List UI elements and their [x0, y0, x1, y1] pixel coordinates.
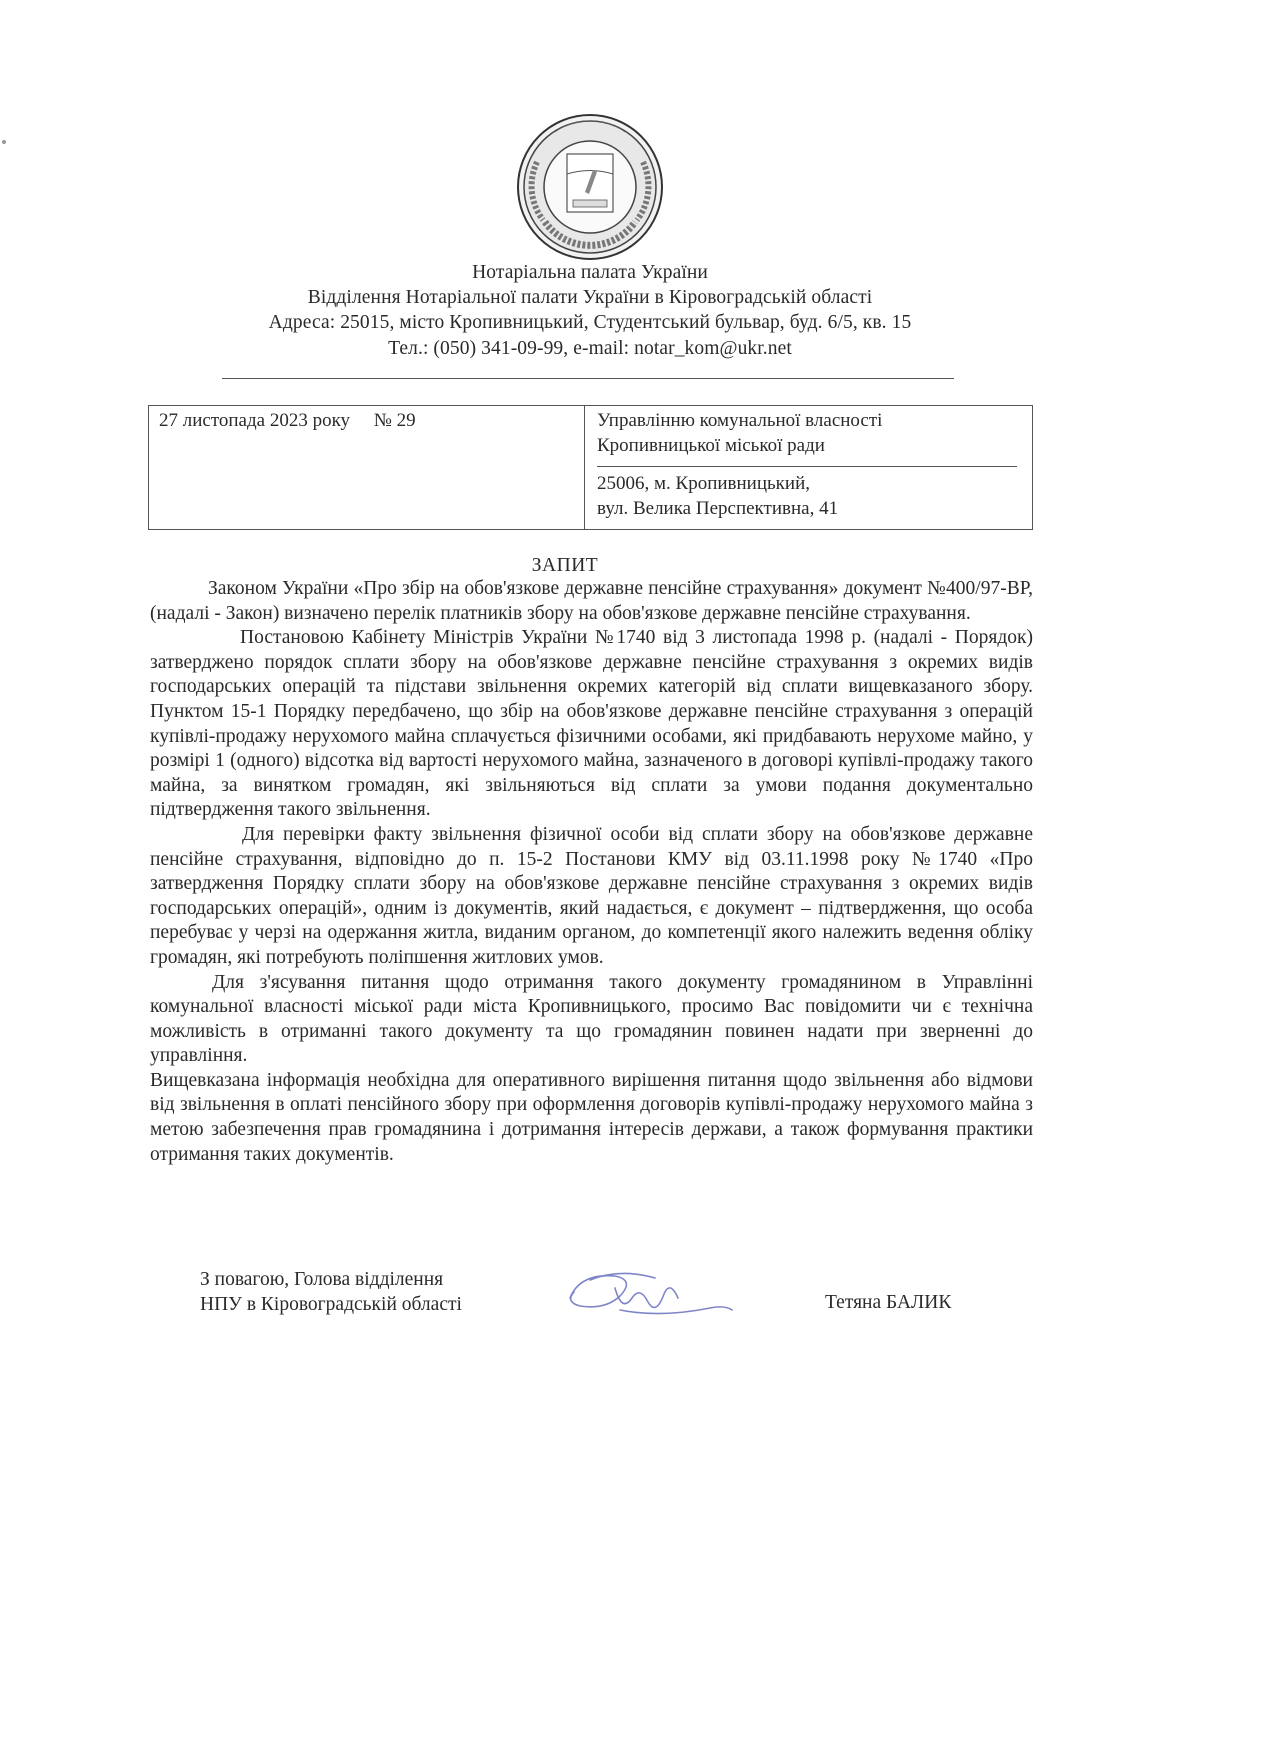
recipient-cell [585, 406, 1033, 530]
document-body [150, 577, 1033, 1167]
date-number: 27 листопада 2023 року № 29 [159, 410, 416, 431]
address-line-2: вул. Велика Перспективна, 41 [597, 498, 839, 519]
notary-chamber-seal-logo [515, 112, 665, 262]
header-contacts: Тел.: (050) 341-09-99, e-mail: notar_kom@ukr.net [388, 338, 792, 359]
header-address: Адреса: 25015, місто Кропивницький, Студентський бульвар, буд. 6/5, кв. 15 [268, 312, 912, 333]
recipient-line-1: Управлінню комунальної власності [597, 410, 883, 431]
header-divider [222, 378, 954, 379]
handwritten-signature [560, 1258, 740, 1328]
scan-speck [2, 140, 6, 144]
addressee-table [148, 405, 1033, 530]
recipient-line-2: Кропивницької міської ради [597, 435, 825, 456]
paragraph-5: Вищевказана інформація необхідна для оперативного вирішення питання щодо звільнення або відмови від звільнення в оплаті пенсійного збору при оформлення договорів купівлі-продажу нерухомого майна з метою забезпечення прав громадянина і дотримання інтересів держави, а також формування практики отримання таких документів. [150, 1069, 1033, 1165]
header-branch-name: Відділення Нотаріальної палати України в Кіровоградській області [307, 287, 873, 308]
signature-position-line-1: З повагою, Голова відділення [200, 1269, 444, 1290]
paragraph-2: Постановою Кабінету Міністрів України №1740 від 3 листопада 1998 р. (надалі - Порядок) затверджено порядок сплати збору на обов'язкове державне пенсійне страхування з окремих видів господарських операцій та підстави звільнення окремих категорій від сплати вищевказаного збору. Пунктом 15-1 Порядку передбачено, що збір на обов'язкове державне пенсійне страхування з операцій купівлі-продажу нерухомого майна сплачується фізичними особами, які придбавають нерухоме майно, у розмірі 1 (одного) відсотка від вартості нерухомого майна, зазначеного в договорі купівлі-продажу такого майна, за винятком громадян, які звільняються від сплати за умови подання документально підтвердження такого звільнення. [150, 627, 1033, 821]
recipient-underline [597, 466, 1017, 467]
signature-block [200, 1268, 462, 1317]
signature-position-line-2: НПУ в Кіровоградській області [200, 1293, 462, 1315]
signatory-name: Тетяна БАЛИК [825, 1292, 952, 1313]
date-number-cell [149, 406, 585, 530]
paragraph-4: Для з'ясування питання щодо отримання такого документу громадянином в Управлінні комунальної власності міської ради міста Кропивницького, просимо Вас повідомити чи є технічна можливість в отриманні такого документу та що громадянин повинен надати при зверненні до управління. [150, 971, 1033, 1067]
header-org-name: Нотаріальна палата України [472, 262, 708, 283]
paragraph-3: Для перевірки факту звільнення фізичної особи від сплати збору на обов'язкове державне пенсійне страхування, відповідно до п. 15-2 Постанови КМУ від 03.11.1998 року №1740 «Про затвердження Порядку сплати збору на обов'язкове державне пенсійне страхування з окремих видів господарських операцій», одним із документів, який надається, є документ – підтвердження, що особа перебуває у черзі на одержання житла, виданим органом, до компетенції якого належить ведення обліку громадян, які потребують поліпшення житлових умов. [150, 823, 1033, 968]
paragraph-1: Законом України «Про збір на обов'язкове державне пенсійне страхування» документ №400/97-ВР, (надалі - Закон) визначено перелік платників збору на обов'язкове державне пенсійне страхування. [150, 578, 1033, 624]
address-line-1: 25006, м. Кропивницький, [597, 473, 810, 494]
document-title: ЗАПИТ [531, 555, 599, 576]
